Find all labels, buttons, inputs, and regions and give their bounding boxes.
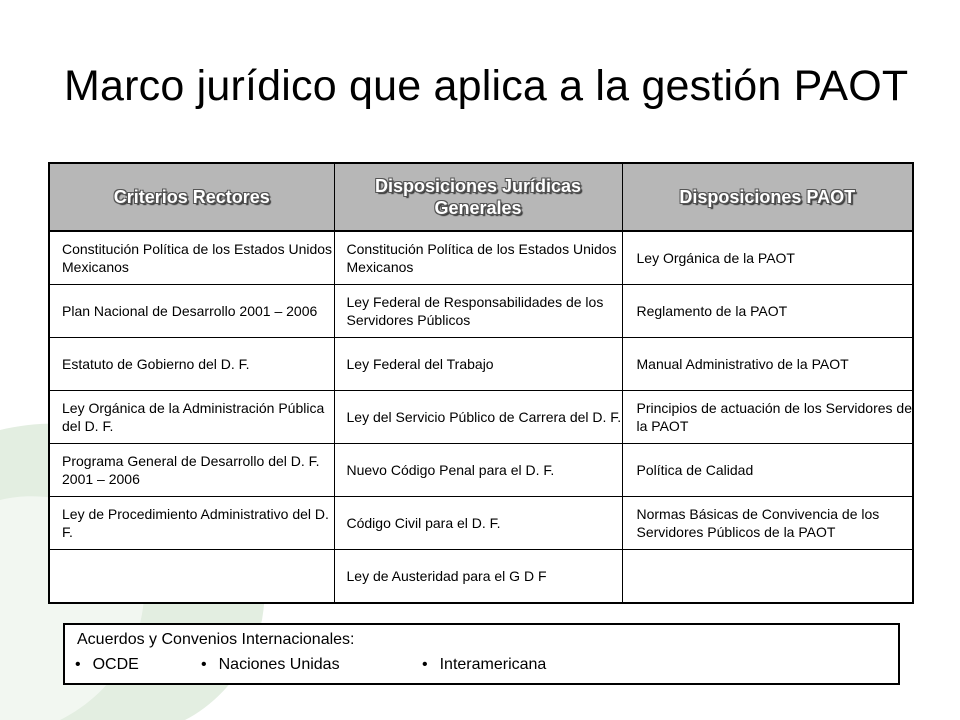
table-cell: Plan Nacional de Desarrollo 2001 – 2006: [49, 284, 334, 337]
table-cell: Ley del Servicio Público de Carrera del D. F.: [334, 390, 622, 443]
header-disposiciones-generales: Disposiciones Jurídicas Generales: [334, 163, 622, 231]
table-cell: Constitución Política de los Estados Unidos Mexicanos: [49, 231, 334, 284]
list-item: [201, 656, 340, 674]
table-cell: Ley de Austeridad para el G D F: [334, 550, 622, 603]
table-row: [49, 284, 913, 337]
table-cell: Estatuto de Gobierno del D. F.: [49, 337, 334, 390]
table-cell: Política de Calidad: [622, 444, 913, 497]
table-cell: Ley Federal de Responsabilidades de los Servidores Públicos: [334, 284, 622, 337]
table-cell: Nuevo Código Penal para el D. F.: [334, 444, 622, 497]
legal-framework-table: [48, 162, 914, 604]
list-item-label: OCDE: [92, 656, 139, 673]
table-cell: Ley Orgánica de la PAOT: [622, 231, 913, 284]
table-header-row: [49, 163, 913, 231]
table-cell: Ley de Procedimiento Administrativo del D. F.: [49, 497, 334, 550]
table-cell: Ley Federal del Trabajo: [334, 337, 622, 390]
list-item-label: Interamericana: [439, 656, 547, 673]
header-disposiciones-paot: Disposiciones PAOT: [622, 163, 913, 231]
bullet-icon: •: [201, 656, 207, 673]
table-cell: [622, 550, 913, 603]
international-agreements-title: Acuerdos y Convenios Internacionales:: [77, 631, 355, 648]
table-cell: Código Civil para el D. F.: [334, 497, 622, 550]
table-row: [49, 497, 913, 550]
table-row: [49, 231, 913, 284]
table-row: [49, 444, 913, 497]
table-cell: Manual Administrativo de la PAOT: [622, 337, 913, 390]
international-agreements-box: [63, 623, 900, 685]
list-item: [422, 656, 546, 674]
table-cell: [49, 550, 334, 603]
table-row: [49, 390, 913, 443]
table-cell: Constitución Política de los Estados Unidos Mexicanos: [334, 231, 622, 284]
table-row: [49, 550, 913, 603]
slide-title: Marco jurídico que aplica a la gestión PAOT: [64, 62, 909, 110]
table-row: [49, 337, 913, 390]
table-cell: Ley Orgánica de la Administración Pública del D. F.: [49, 390, 334, 443]
table-cell: Normas Básicas de Convivencia de los Servidores Públicos de la PAOT: [622, 497, 913, 550]
table-cell: Reglamento de la PAOT: [622, 284, 913, 337]
table-cell: Programa General de Desarrollo del D. F. 2001 – 2006: [49, 444, 334, 497]
header-criterios-rectores: Criterios Rectores: [49, 163, 334, 231]
bullet-icon: •: [422, 656, 428, 673]
bullet-icon: •: [75, 656, 81, 673]
table-cell: Principios de actuación de los Servidores de la PAOT: [622, 390, 913, 443]
list-item: [75, 656, 139, 674]
list-item-label: Naciones Unidas: [218, 656, 340, 673]
